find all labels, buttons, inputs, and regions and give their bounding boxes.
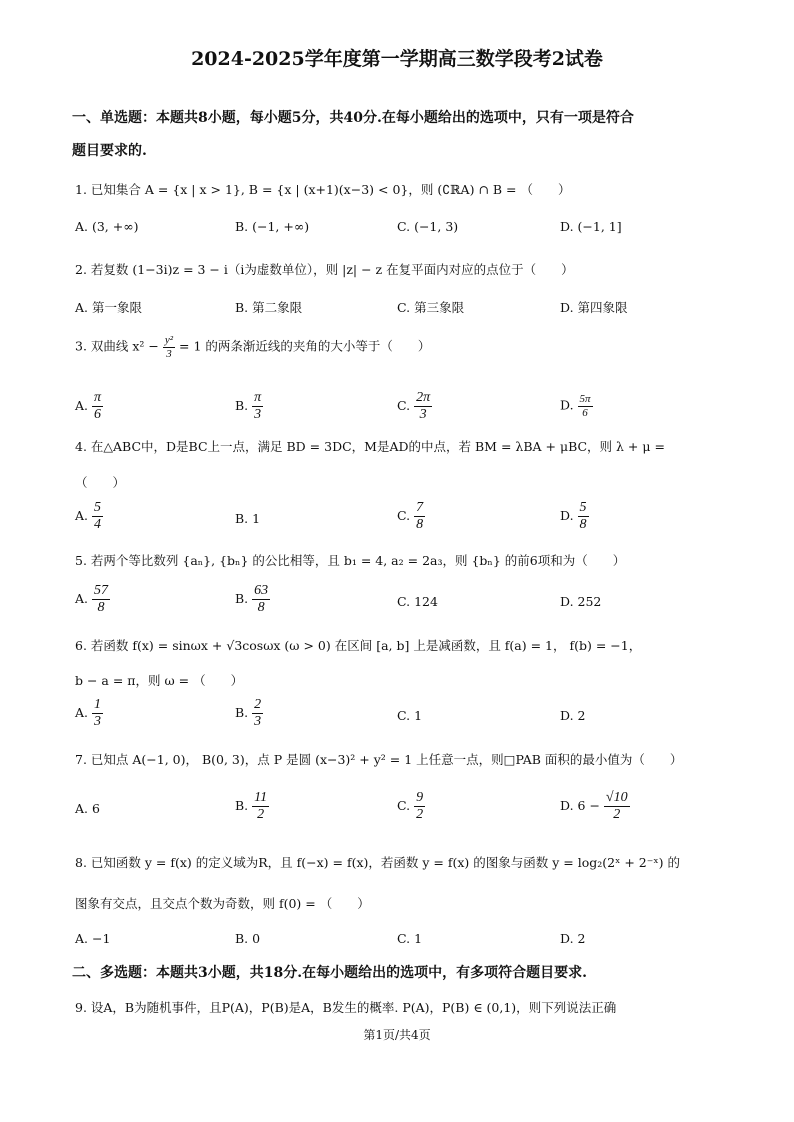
q1-option-a: A. (3, +∞) xyxy=(75,219,139,234)
q2-option-b: B. 第二象限 xyxy=(235,300,303,315)
question-4-line1: 4. 在△ABC中，D是BC上一点，满足 BD = 3DC，M是AD的中点，若 BM = λBA + μBC，则 λ + μ = xyxy=(75,439,665,454)
q3-option-c: C. $\frac{2\pi}{3}$ xyxy=(397,390,431,423)
question-3: 3. 双曲线 x² − $\frac{\text{y²}}{3}$ = 1 的两条渐近线的夹角的大小等于（ ） xyxy=(75,334,431,360)
question-7: 7. 已知点 A(−1, 0)， B(0, 3)，点 P 是圆 (x−3)² + y² = 1 上任意一点，则□PAB 面积的最小值为（ ） xyxy=(75,752,683,767)
q1-option-b: B. (−1, +∞) xyxy=(235,219,310,234)
q7-option-d: D. 6 − $\frac{√10}{2}$ xyxy=(560,790,628,823)
q8-option-d: D. 2 xyxy=(560,931,586,946)
q6-option-d: D. 2 xyxy=(560,708,586,723)
question-8-line2: 图象有交点，且交点个数为奇数，则 f(0) = （ ） xyxy=(75,896,370,911)
q2-option-d: D. 第四象限 xyxy=(560,300,628,315)
q6-option-c: C. 1 xyxy=(397,708,423,723)
q6-option-a: A. $\frac{1}{3}$ xyxy=(75,697,101,730)
q5-option-b: B. $\frac{63}{8}$ xyxy=(235,583,269,616)
q4-option-c: C. $\frac{7}{8}$ xyxy=(397,500,424,533)
section2-heading: 二、多选题：本题共3小题，共18分.在每小题给出的选项中，有多项符合题目要求. xyxy=(72,965,587,981)
q7-option-b: B. $\frac{11}{2}$ xyxy=(235,790,268,823)
q2-option-a: A. 第一象限 xyxy=(75,300,142,315)
question-8-line1: 8. 已知函数 y = f(x) 的定义域为R，且 f(−x) = f(x)，若函数 y = f(x) 的图象与函数 y = log₂(2ˣ + 2⁻ˣ) 的 xyxy=(75,855,680,870)
q3-option-a: A. $\frac{\pi}{6}$ xyxy=(75,390,102,423)
question-5: 5. 若两个等比数列 {aₙ}, {bₙ} 的公比相等，且 b₁ = 4, a₂ = 2a₃，则 {bₙ} 的前6项和为（ ） xyxy=(75,553,626,568)
q5-option-d: D. 252 xyxy=(560,594,602,609)
question-6-line1: 6. 若函数 f(x) = sinωx + √3cosωx (ω > 0) 在区间 [a, b] 上是减函数，且 f(a) = 1， f(b) = −1， xyxy=(75,638,642,653)
question-4-line2: （ ） xyxy=(75,475,126,490)
page-title: 2024-2025学年度第一学期高三数学段考2试卷 xyxy=(191,48,603,70)
q4-option-b: B. 1 xyxy=(235,511,261,526)
q3-option-b: B. $\frac{\pi}{3}$ xyxy=(235,390,262,423)
question-1: 1. 已知集合 A = {x | x > 1}, B = {x | (x+1)(x−3) < 0}，则 (∁ℝA) ∩ B = （ ） xyxy=(75,182,571,197)
q2-option-c: C. 第三象限 xyxy=(397,300,465,315)
q3-option-d: D. $\frac{5\pi}{6}$ xyxy=(560,393,591,419)
q8-option-a: A. −1 xyxy=(75,931,111,946)
page-footer: 第1页/共4页 xyxy=(363,1028,431,1042)
question-2: 2. 若复数 (1−3i)z = 3 − i（i为虚数单位），则 |z| − z 在复平面内对应的点位于（ ） xyxy=(75,262,574,277)
q7-option-a: A. 6 xyxy=(75,801,100,816)
q5-option-c: C. 124 xyxy=(397,594,438,609)
q8-option-c: C. 1 xyxy=(397,931,423,946)
q6-option-b: B. $\frac{2}{3}$ xyxy=(235,697,262,730)
question-9: 9. 设A，B为随机事件，且P(A)，P(B)是A，B发生的概率. P(A)，P(B) ∈ (0,1)，则下列说法正确 xyxy=(75,1000,617,1015)
q1-option-d: D. (−1, 1] xyxy=(560,219,622,234)
q4-option-d: D. $\frac{5}{8}$ xyxy=(560,500,587,533)
q7-option-c: C. $\frac{9}{2}$ xyxy=(397,790,424,823)
q1-option-c: C. (−1, 3) xyxy=(397,219,459,234)
q8-option-b: B. 0 xyxy=(235,931,261,946)
section1-heading-line2: 题目要求的. xyxy=(72,143,147,159)
question-6-line2: b − a = π，则 ω = （ ） xyxy=(75,673,244,688)
q4-option-a: A. $\frac{5}{4}$ xyxy=(75,500,101,533)
q5-option-a: A. $\frac{57}{8}$ xyxy=(75,583,108,616)
section1-heading-line1: 一、单选题：本题共8小题，每小题5分，共40分.在每小题给出的选项中，只有一项是符合 xyxy=(72,110,634,126)
